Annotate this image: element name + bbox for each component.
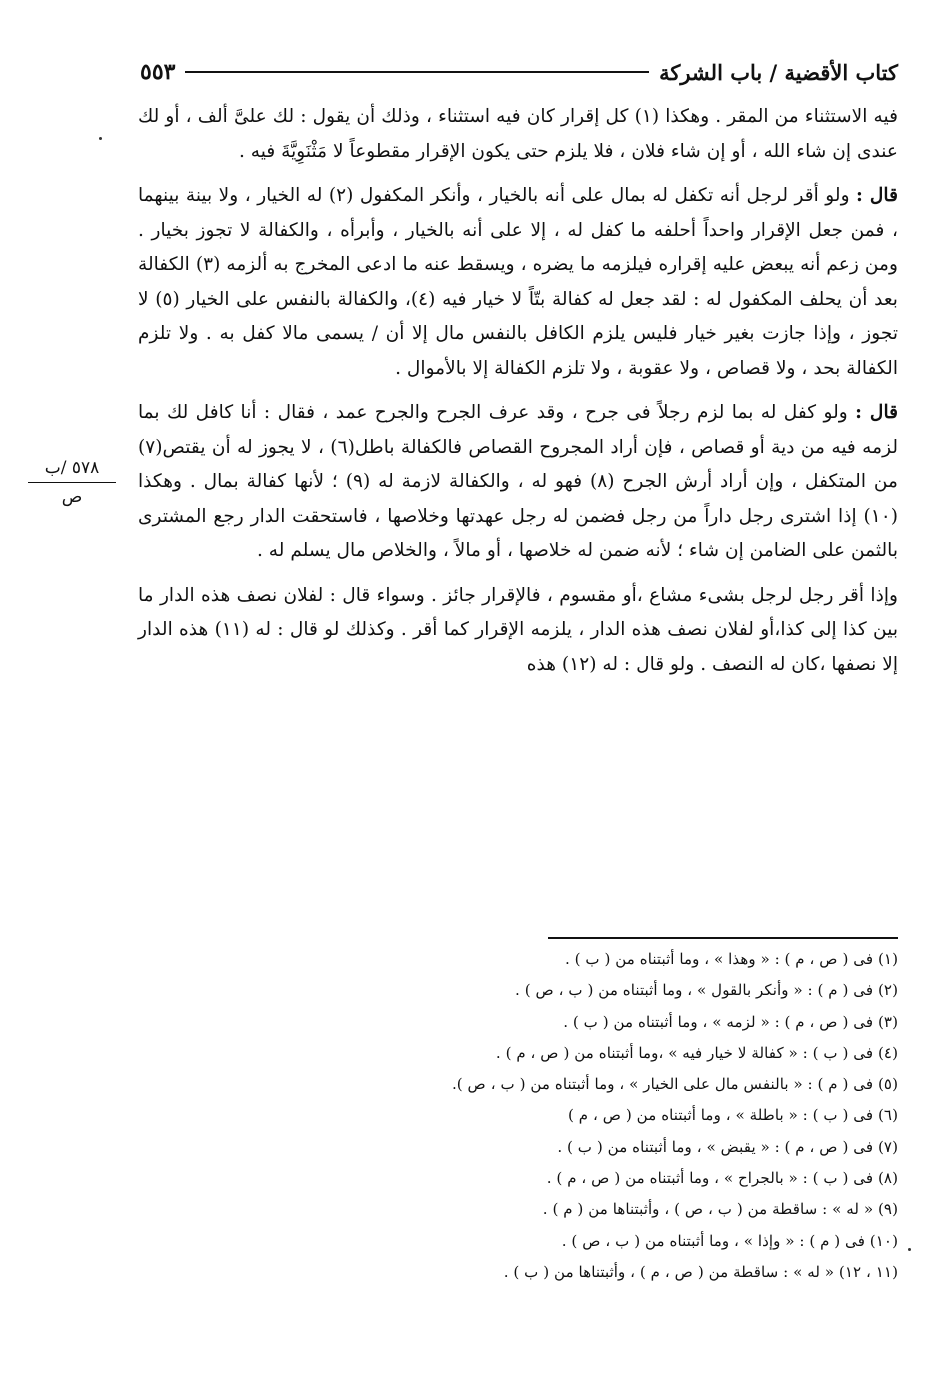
main-text (138, 100, 898, 692)
paragraph-text: وإذا أقر رجل لرجل بشىء مشاع ،أو مقسوم ، فالإقرار جائز . وسواء قال : لفلان نصف هذه الدار ما بين كذا إلى كذا،أو لفلان نصف هذه الدار ، يلزمه الإقرار كما أقر . وكذلك لو قال : له (١١) هذه الدار إلا نصفها ،كان له النصف . ولو قال : له (١٢) هذه (138, 584, 898, 675)
running-title: كتاب الأقضية / باب الشركة (659, 59, 898, 85)
footnote: (٨) فى ( ب ) : « بالجراح » ، وما أثبتناه من ( ص ، م ) . (546, 1169, 898, 1188)
page-header (140, 52, 898, 92)
footnote: (٤) فى ( ب ) : « كفالة لا خيار فيه » ،وما أثبتناه من ( ص ، م ) . (495, 1043, 898, 1062)
paragraph-lead: قال : (856, 185, 898, 206)
header-rule (185, 71, 649, 73)
footnote: (٣) فى ( ص ، م ) : « لزمه » ، وما أثبتناه من ( ب ) . (563, 1012, 898, 1031)
paragraph-text: ولو أقر لرجل أنه تكفل له بمال على أنه بالخيار ، وأنكر المكفول (٢) له الخيار ، ولا بينة بينهما ، فمن جعل الإقرار واحداً أحلفه ما كفل له ، إلا على أنه بالخيار ، وأبرأه ، والكفالة لا تجوز بخيار . ومن زعم أنه يبعض عليه إقراره فيلزمه ما يضره ، ويسقط عنه ما ادعى المخرج به ألزمه (٣) الكفالة بعد أن يحلف المكفول له : لقد جعل له كفالة بتّاً لا خيار فيه (٤)، والكفالة بالنفس على الخيار (٥) لا تجوز ، وإذا جازت بغير خيار فليس يلزم الكافل بالنفس مال إلا أن / يسمى مالا كفل به . ولا تلزم الكفالة بحد ، ولا قصاص ، ولا عقوبة ، ولا تلزم الكفالة إلا بالأموال . (138, 185, 898, 379)
footnote: (١٠) فى ( م ) : « وإذا » ، وما أثبتناه من ( ب ، ص ) . (561, 1231, 898, 1250)
paragraph-1 (138, 100, 898, 169)
paragraph-text: ولو كفل له بما لزم رجلاً فى جرح ، وقد عرف الجرح والجرح عمد ، فقال : أنا كافل لك بما لزمه فيه من دية أو قصاص ، فإن أراد المجروح القصاص فالكفالة باطل(٦) ، لا يجوز له أن يقتص(٧) من المتكفل ، وإن أراد أرش الجرح (٨) فهو له ، والكفالة لازمة له (٩) ؛ لأنها كفالة بمال . وهكذا (١٠) إذا اشترى رجل داراً من رجل فضمن له رجل عهدتها وخلاصها ، فاستحقت الدار رجع المشترى بالثمن على الضامن إن شاء ؛ لأنه ضمن له خلاصها ، أو مالاً ، والخلاص مال يسلم له . (138, 402, 898, 561)
footnote: (٧) فى ( ص ، م ) : « يقبض » ، وما أثبتناه من ( ب ) . (557, 1137, 898, 1156)
footnote: (٢) فى ( م ) : « وأنكر بالقول » ، وما أثبتناه من ( ب ، ص ) . (515, 981, 898, 1000)
footnote: (٦) فى ( ب ) : « باطلة » ، وما أثبتناه من ( ص ، م ) (568, 1106, 898, 1125)
footnote: (٩) « له » : ساقطة من ( ب ، ص ) ، وأثبتناها من ( م ) . (542, 1200, 898, 1219)
footnote: (١) فى ( ص ، م ) : « وهذا » ، وما أثبتناه من ( ب ) . (564, 950, 898, 968)
manuscript-folio-note (28, 456, 116, 509)
footnote: (٥) فى ( م ) : « بالنفس مال على الخيار » ، وما أثبتناه من ( ب ، ص ). (451, 1075, 898, 1094)
footnote-separator (548, 937, 898, 939)
scan-speck (908, 1248, 911, 1251)
footnotes (300, 944, 898, 1288)
paragraph-2 (138, 179, 898, 386)
manuscript-siglum: ص (61, 487, 83, 507)
folio-ref: ٥٧٨ /ب (28, 456, 116, 483)
paragraph-lead: قال : (855, 402, 898, 423)
paragraph-3 (138, 396, 898, 569)
paragraph-4 (138, 579, 898, 683)
scan-speck (99, 137, 102, 140)
page-number: ٥٥٣ (140, 59, 176, 85)
paragraph-text: فيه الاستثناء من المقر . وهكذا (١) كل إقرار كان فيه استثناء ، وذلك أن يقول : لك علىَّ ألف ، أو لك عندى إن شاء الله ، أو إن شاء فلان ، فلا يلزم حتى يكون الإقرار مقطوعاً لا مَثْنَوِيَّةَ فيه . (138, 106, 898, 162)
footnote: (١١ ، ١٢) « له » : ساقطة من ( ص ، م ) ، وأثبتناها من ( ب ) . (503, 1262, 898, 1281)
